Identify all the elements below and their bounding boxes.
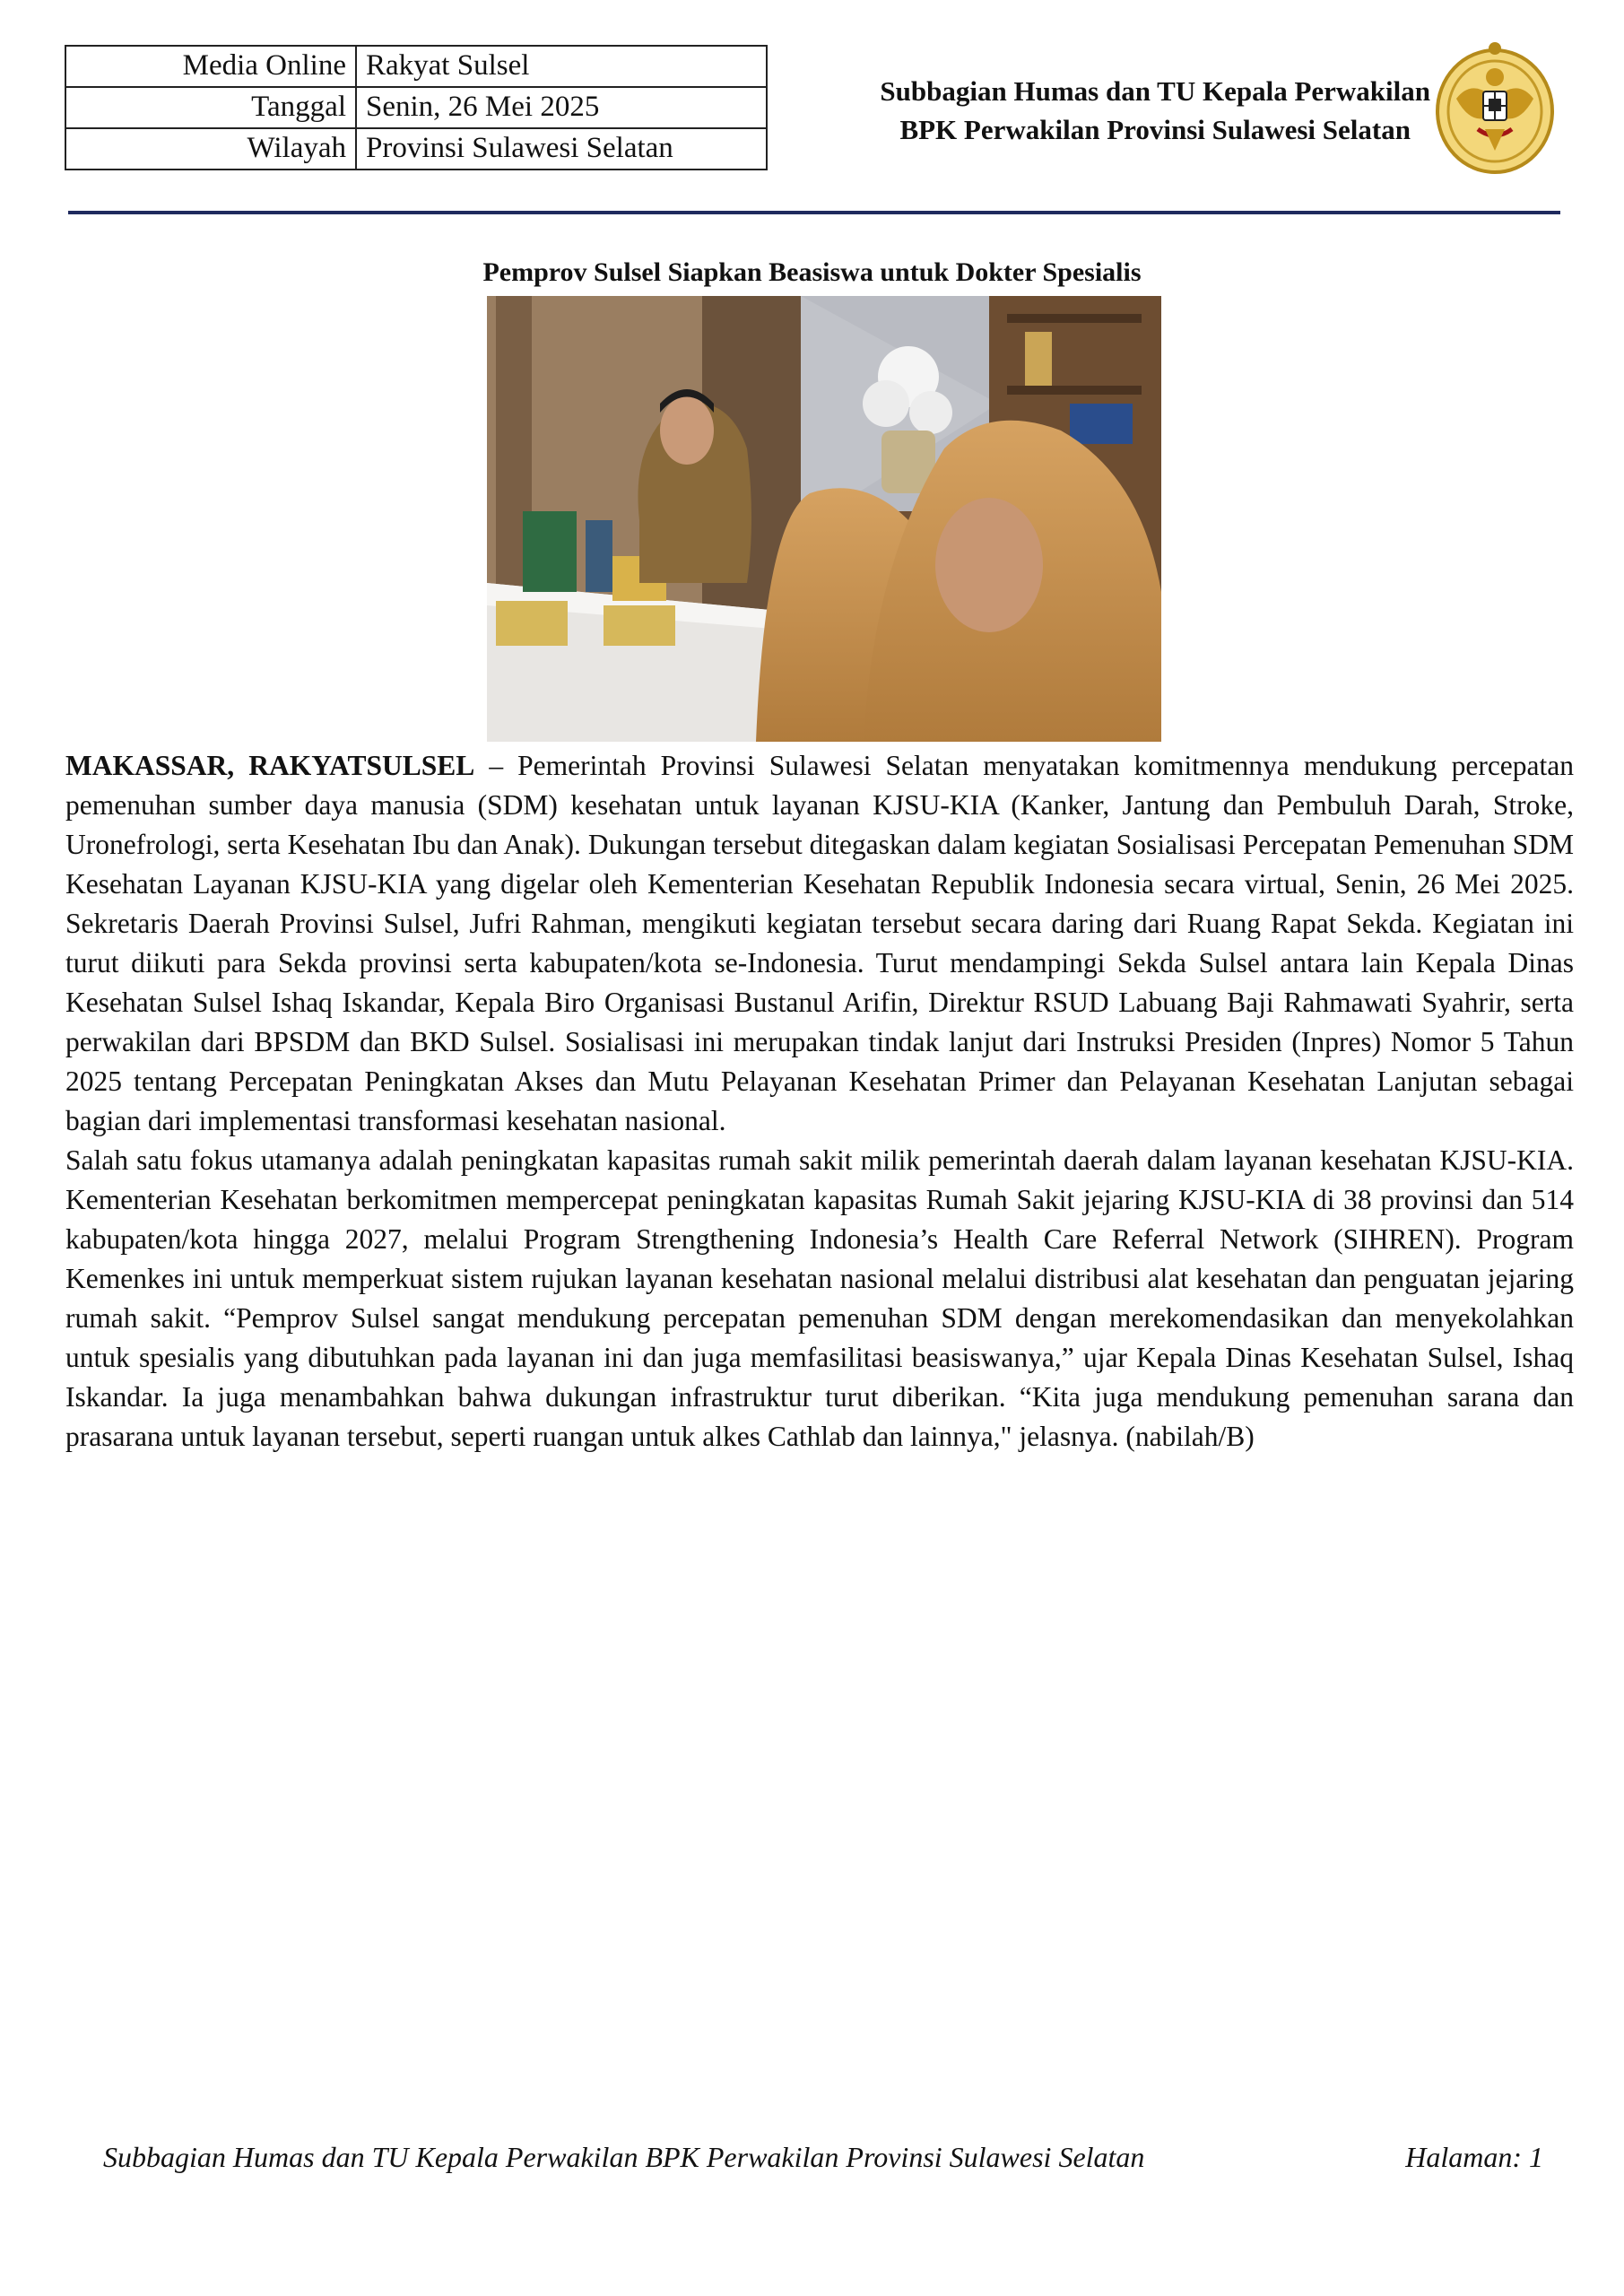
office-line-1: Subbagian Humas dan TU Kepala Perwakilan [880,75,1430,107]
media-value: Rakyat Sulsel [356,46,767,87]
region-value: Provinsi Sulawesi Selatan [356,128,767,170]
article-title: Pemprov Sulsel Siapkan Beasiswa untuk Dokter Spesialis [482,257,1142,287]
office-heading [880,72,1430,150]
page-footer [103,2141,1543,2174]
page-number: Halaman: 1 [1405,2141,1543,2173]
media-info-table [65,45,768,170]
date-row [65,87,767,128]
header-divider [68,211,1560,214]
paragraph-1-text: – Pemerintah Provinsi Sulawesi Selatan menyatakan komitmennya mendukung percepatan pemenuhan sumber daya manusia (SDM) kesehatan untuk layanan KJSU-KIA (Kanker, Jantung dan Pembuluh Darah, Stroke, Uronefrologi, serta Kesehatan Ibu dan Anak). Dukungan tersebut ditegaskan dalam kegiatan Sosialisasi Percepatan Pemenuhan SDM Kesehatan Layanan KJSU-KIA yang digelar oleh Kementerian Kesehatan Republik Indonesia secara virtual, Senin, 26 Mei 2025. Sekretaris Daerah Provinsi Sulsel, Jufri Rahman, mengikuti kegiatan tersebut secara daring dari Ruang Rapat Sekda. Kegiatan ini turut diikuti para Sekda provinsi serta kabupaten/kota se-Indonesia. Turut mendampingi Sekda Sulsel antara lain Kepala Dinas Kesehatan Sulsel Ishaq Iskandar, Kepala Biro Organisasi Bustanul Arifin, Direktur RSUD Labuang Baji Rahmawati Syahrir, serta perwakilan dari BPSDM dan BKD Sulsel. Sosialisasi ini merupakan tindak lanjut dari Instruksi Presiden (Inpres) Nomor 5 Tahun 2025 tentang Percepatan Peningkatan Akses dan Mutu Pelayanan Kesehatan Primer dan Pelayanan Kesehatan Lanjutan sebagai bagian dari implementasi transformasi kesehatan nasional. [65,750,1575,1136]
office-line-2: BPK Perwakilan Provinsi Sulawesi Selatan [899,114,1411,146]
region-row [65,128,767,170]
footer-office: Subbagian Humas dan TU Kepala Perwakilan BPK Perwakilan Provinsi Sulawesi Selatan [103,2141,1145,2173]
paragraph-1 [65,746,1574,1141]
dateline: MAKASSAR, RAKYATSULSEL [65,750,475,781]
garuda-emblem-icon [1433,36,1557,176]
article-photo [487,296,1161,742]
date-label: Tanggal [65,87,356,128]
region-label: Wilayah [65,128,356,170]
paragraph-2: Salah satu fokus utamanya adalah peningkatan kapasitas rumah sakit milik pemerintah daerah dalam layanan kesehatan KJSU-KIA. Kementerian Kesehatan berkomitmen mempercepat peningkatan kapasitas Rumah Sakit jejaring KJSU-KIA di 38 provinsi dan 514 kabupaten/kota hingga 2027, melalui Program Strengthening Indonesia’s Health Care Referral Network (SIHREN). Program Kemenkes ini untuk memperkuat sistem rujukan layanan kesehatan nasional melalui distribusi alat kesehatan dan penguatan jejaring rumah sakit. “Pemprov Sulsel sangat mendukung percepatan pemenuhan SDM dengan merekomendasikan dan menyekolahkan untuk spesialis yang dibutuhkan pada layanan ini dan juga memfasilitasi beasiswanya,” ujar Kepala Dinas Kesehatan Sulsel, Ishaq Iskandar. Ia juga menambahkan bahwa dukungan infrastruktur turut diberikan. “Kita juga mendukung pemenuhan sarana dan prasarana untuk layanan tersebut, seperti ruangan untuk alkes Cathlab dan lainnya," jelasnya. (nabilah/B) [65,1144,1574,1452]
date-value: Senin, 26 Mei 2025 [356,87,767,128]
article-body [65,746,1574,1457]
media-row [65,46,767,87]
media-label: Media Online [65,46,356,87]
